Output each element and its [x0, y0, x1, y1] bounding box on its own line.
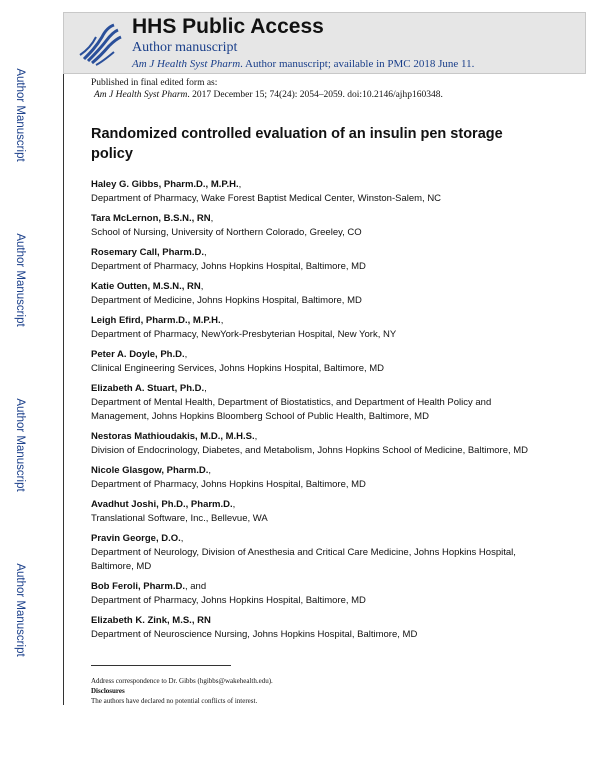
author-entry: Haley G. Gibbs, Pharm.D., M.P.H., Department of Pharmacy, Wake Forest Baptist Medical Center, Winston-Salem, NC — [91, 178, 531, 206]
author-manuscript-subtitle: Author manuscript — [132, 40, 238, 55]
author-affiliation: Department of Neurology, Division of Anesthesia and Critical Care Medicine, Johns Hopkins Hospital, Baltimore, MD — [91, 547, 516, 572]
header-availability: . Author manuscript; available in PMC 2018 June 11. — [240, 58, 475, 70]
author-name: Avadhut Joshi, Ph.D., Pharm.D. — [91, 499, 233, 510]
hhs-eagle-logo-icon — [76, 19, 124, 69]
author-list — [91, 178, 531, 648]
author-affiliation: School of Nursing, University of Northern Colorado, Greeley, CO — [91, 227, 362, 238]
published-label: Published in final edited form as: — [91, 78, 218, 88]
author-name: Pravin George, D.O. — [91, 533, 181, 544]
author-entry: Elizabeth A. Stuart, Ph.D., Department of Mental Health, Department of Biostatistics, and Department of Health Policy and Management, Johns Hopkins Bloomberg School of Public Health, Baltimore, MD — [91, 382, 531, 424]
author-entry: Nestoras Mathioudakis, M.D., M.H.S., Division of Endocrinology, Diabetes, and Metabolism, Johns Hopkins School of Medicine, Baltimore, MD — [91, 430, 531, 458]
author-entry — [91, 614, 531, 642]
author-name: Katie Outten, M.S.N., RN — [91, 281, 201, 292]
author-name: Elizabeth A. Stuart, Ph.D. — [91, 383, 205, 394]
footnotes — [91, 676, 273, 706]
author-entry: Katie Outten, M.S.N., RN, Department of Medicine, Johns Hopkins Hospital, Baltimore, MD — [91, 280, 531, 308]
author-affiliation: Department of Neuroscience Nursing, Johns Hopkins Hospital, Baltimore, MD — [91, 629, 418, 640]
author-entry: Leigh Efird, Pharm.D., M.P.H., Department of Pharmacy, NewYork-Presbyterian Hospital, New York, NY — [91, 314, 531, 342]
author-affiliation: Department of Mental Health, Department of Biostatistics, and Department of Health Policy and Management, Johns Hopkins Bloomberg School of Public Health, Baltimore, MD — [91, 397, 492, 422]
author-name: Elizabeth K. Zink, M.S., RN — [91, 615, 211, 626]
publication-citation — [94, 89, 443, 101]
author-affiliation: Department of Medicine, Johns Hopkins Hospital, Baltimore, MD — [91, 295, 362, 306]
correspondence-note: Address correspondence to Dr. Gibbs (hgibbs@wakehealth.edu). — [91, 677, 273, 685]
pmc-availability — [132, 58, 474, 70]
author-affiliation: Department of Pharmacy, Johns Hopkins Hospital, Baltimore, MD — [91, 479, 366, 490]
author-affiliation: Translational Software, Inc., Bellevue, WA — [91, 513, 268, 524]
author-entry: Pravin George, D.O., Department of Neurology, Division of Anesthesia and Critical Care Medicine, Johns Hopkins Hospital, Baltimore, MD — [91, 532, 531, 574]
disclosures-heading: Disclosures — [91, 687, 125, 695]
author-affiliation: Department of Pharmacy, Johns Hopkins Hospital, Baltimore, MD — [91, 595, 366, 606]
author-affiliation: Division of Endocrinology, Diabetes, and Metabolism, Johns Hopkins School of Medicine, Baltimore, MD — [91, 445, 529, 456]
author-name: Leigh Efird, Pharm.D., M.P.H. — [91, 315, 221, 326]
hhs-header — [63, 12, 586, 74]
author-name: Peter A. Doyle, Ph.D. — [91, 349, 185, 360]
author-affiliation: Department of Pharmacy, NewYork-Presbyterian Hospital, New York, NY — [91, 329, 397, 340]
author-entry: Avadhut Joshi, Ph.D., Pharm.D., Translational Software, Inc., Bellevue, WA — [91, 498, 531, 526]
author-affiliation: Department of Pharmacy, Wake Forest Baptist Medical Center, Winston-Salem, NC — [91, 193, 442, 204]
author-entry: Peter A. Doyle, Ph.D., Clinical Engineering Services, Johns Hopkins Hospital, Baltimore, MD — [91, 348, 531, 376]
author-affiliation: Department of Pharmacy, Johns Hopkins Hospital, Baltimore, MD — [91, 261, 366, 272]
author-name: Rosemary Call, Pharm.D. — [91, 247, 204, 258]
author-name: Tara McLernon, B.S.N., RN — [91, 213, 211, 224]
author-entry: Nicole Glasgow, Pharm.D., Department of Pharmacy, Johns Hopkins Hospital, Baltimore, MD — [91, 464, 531, 492]
citation-journal: Am J Health Syst Pharm — [94, 90, 188, 100]
author-entry: Tara McLernon, B.S.N., RN, School of Nursing, University of Northern Colorado, Greeley, CO — [91, 212, 531, 240]
article-title: Randomized controlled evaluation of an insulin pen storage policy — [91, 126, 503, 162]
author-name: Nicole Glasgow, Pharm.D. — [91, 465, 209, 476]
disclosures-text: The authors have declared no potential conflicts of interest. — [91, 697, 258, 705]
author-name: Nestoras Mathioudakis, M.D., M.H.S. — [91, 431, 255, 442]
author-entry: Bob Feroli, Pharm.D., and Department of Pharmacy, Johns Hopkins Hospital, Baltimore, MD — [91, 580, 531, 608]
author-entry: Rosemary Call, Pharm.D., Department of Pharmacy, Johns Hopkins Hospital, Baltimore, MD — [91, 246, 531, 274]
published-info — [91, 77, 443, 101]
left-margin-rule — [63, 12, 64, 705]
author-name: Haley G. Gibbs, Pharm.D., M.P.H. — [91, 179, 239, 190]
author-affiliation: Clinical Engineering Services, Johns Hopkins Hospital, Baltimore, MD — [91, 363, 385, 374]
footnote-rule — [91, 665, 231, 666]
header-journal: Am J Health Syst Pharm — [132, 58, 241, 70]
hhs-public-access-title: HHS Public Access — [132, 15, 324, 38]
citation-details: . 2017 December 15; 74(24): 2054–2059. doi:10.2146/ajhp160348. — [187, 90, 443, 100]
author-name: Bob Feroli, Pharm.D. — [91, 581, 185, 592]
